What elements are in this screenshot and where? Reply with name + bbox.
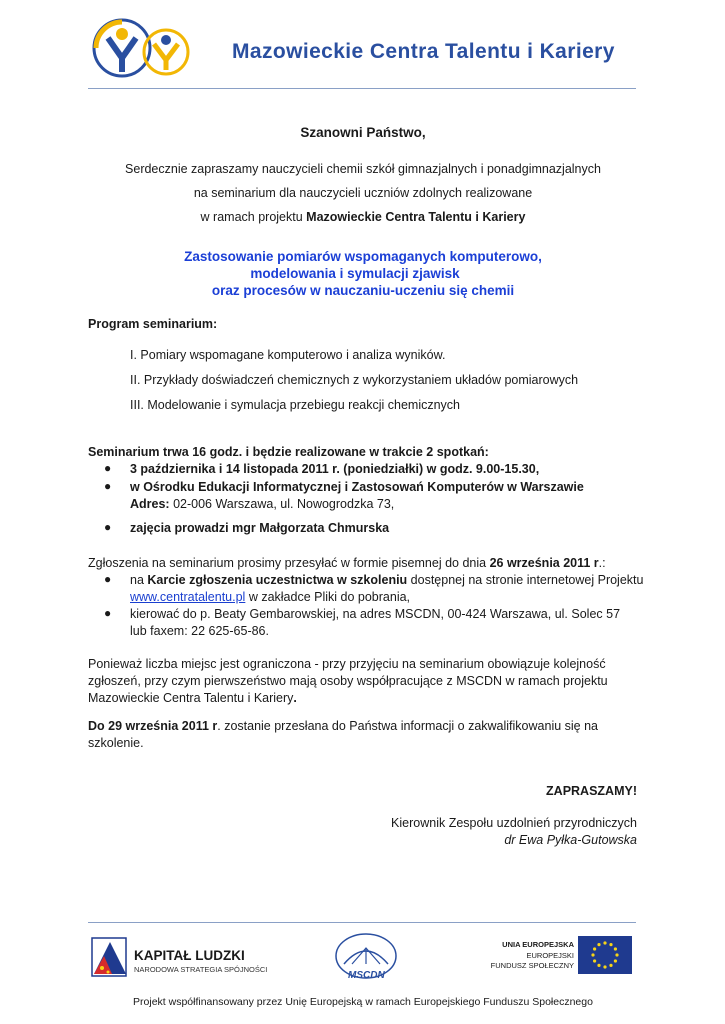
closing-invite: ZAPRASZAMY! [546,784,637,798]
program-item-2: II. Przykłady doświadczeń chemicznych z wykorzystaniem układów pomiarowych [130,373,579,387]
eu-efs-logo [482,936,632,976]
centratalentu-link[interactable]: www.centratalentu.pl [130,590,246,604]
signature-role: Kierownik Zespołu uzdolnień przyrodniczych [391,816,637,830]
seminar-title-line-1: Zastosowanie pomiarów wspomaganych komputerowo, [184,249,542,264]
duration-heading: Seminarium trwa 16 godz. i będzie realizowane w trakcie 2 spotkań: [88,445,489,459]
eu-label-3: FUNDUSZ SPOŁECZNY [490,961,574,970]
footer-divider [88,922,636,923]
header-divider [88,88,636,89]
mscdn-label: MSCDN [348,970,385,981]
program-item-3: III. Modelowanie i symulacja przebiegu reakcji chemicznych [130,398,461,412]
eu-label-2: EUROPEJSKI [526,951,574,960]
registration-bullet-1: na Karcie zgłoszenia uczestnictwa w szkoleniu dostępnej na stronie internetowej Projektu [130,573,644,587]
registration-link-line: www.centratalentu.pl w zakładce Pliki do pobrania, [130,590,411,604]
seminar-title-line-3: oraz procesów w nauczaniu-uczeniu się chemii [211,283,515,298]
schedule-trainer: zajęcia prowadzi mgr Małgorzata Chmurska [130,521,390,535]
notice-line-2: szkolenie. [88,736,144,750]
seminar-title-line-2: modelowania i symulacji zjawisk [250,266,460,281]
kapital-ludzki-subtitle: NARODOWA STRATEGIA SPÓJNOŚCI [134,965,268,974]
limited-line-1: Ponieważ liczba miejsc jest ograniczona - przy przyjęciu na seminarium obowiązuje kolejność [88,657,606,671]
mscdn-logo [330,930,402,986]
bullet-icon: ● [104,479,112,493]
registration-bullet-2-cont: lub faxem: 22 625-65-86. [130,624,269,638]
intro-line-2: na seminarium dla nauczycieli uczniów zdolnych realizowane [193,186,533,200]
registration-intro: Zgłoszenia na seminarium prosimy przesyłać w formie pisemnej do dnia 26 września 2011 r.: [88,556,606,570]
limited-line-2: zgłoszeń, przy czym pierwszeństwo mają osoby współpracujące z MSCDN w ramach projektu [88,674,608,688]
kapital-ludzki-logo [90,934,270,982]
registration-bullet-2: kierować do p. Beaty Gembarowskiej, na adres MSCDN, 00-424 Warszawa, ul. Solec 57 [130,607,621,621]
bullet-icon: ● [104,461,112,475]
program-item-1: I. Pomiary wspomagane komputerowo i analiza wyników. [130,348,446,362]
intro-line-3: w ramach projektu Mazowieckie Centra Talentu i Kariery [200,210,526,224]
project-name: Mazowieckie Centra Talentu i Kariery [306,210,526,224]
eu-label-1: UNIA EUROPEJSKA [502,940,574,949]
header-title: Mazowieckie Centra Talentu i Kariery [232,40,615,63]
greeting: Szanowni Państwo, [300,125,426,140]
bullet-icon: ● [104,572,112,586]
schedule-address: Adres: 02-006 Warszawa, ul. Nowogrodzka 73, [130,497,395,511]
kapital-ludzki-title: KAPITAŁ LUDZKI [134,948,245,963]
bullet-icon: ● [104,606,112,620]
cofinancing-note: Projekt współfinansowany przez Unię Europejską w ramach Europejskiego Funduszu Społecznego [133,996,593,1008]
schedule-dates: 3 października i 14 listopada 2011 r. (poniedziałki) w godz. 9.00-15.30, [130,462,540,476]
mctik-logo [88,12,196,84]
bullet-icon: ● [104,520,112,534]
notice-line-1: Do 29 września 2011 r. zostanie przesłana do Państwa informacji o zakwalifikowaniu się na [88,719,598,733]
program-heading: Program seminarium: [88,317,218,331]
signature-name: dr Ewa Pyłka-Gutowska [504,833,637,847]
schedule-venue: w Ośrodku Edukacji Informatycznej i Zastosowań Komputerów w Warszawie [130,480,584,494]
limited-line-3: Mazowieckie Centra Talentu i Kariery. [88,691,297,705]
eu-flag-icon [578,936,632,974]
intro-line-1: Serdecznie zapraszamy nauczycieli chemii szkół gimnazjalnych i ponadgimnazjalnych [125,162,601,176]
kapital-ludzki-emblem-icon [90,934,130,980]
